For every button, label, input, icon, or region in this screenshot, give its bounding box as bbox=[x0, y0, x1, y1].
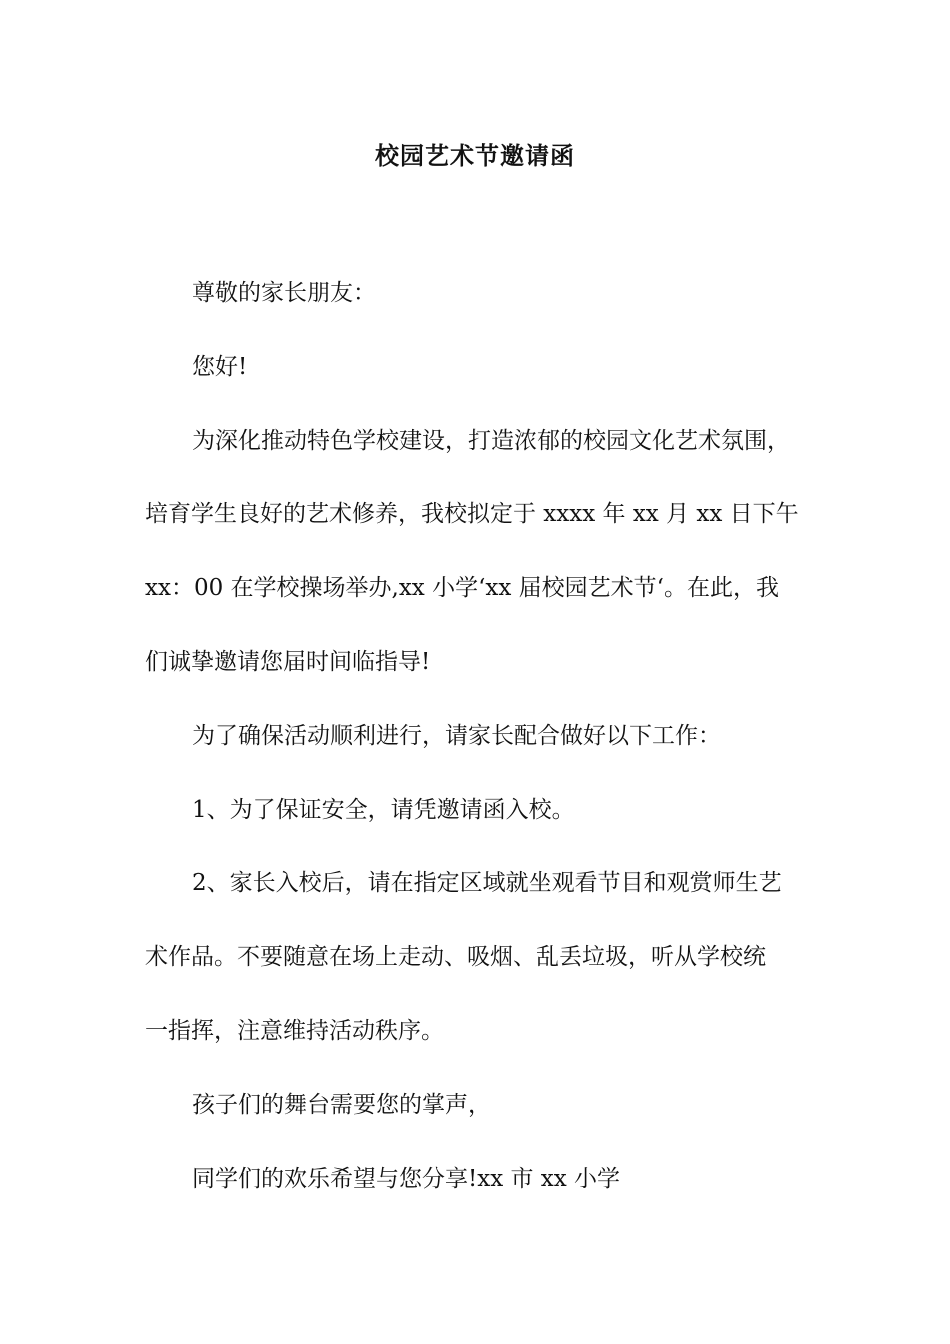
paragraph1-line1: 为深化推动特色学校建设，打造浓郁的校园文化艺术氛围， bbox=[192, 427, 790, 454]
paragraph1-line2: 培育学生良好的艺术修养，我校拟定于 xxxx 年 xx 月 xx 日下午 bbox=[145, 501, 799, 528]
document-body bbox=[145, 257, 825, 1216]
closing-line-1: 孩子们的舞台需要您的掌声， bbox=[192, 1091, 491, 1118]
list-item-2-line2: 术作品。不要随意在场上走动、吸烟、乱丢垃圾，听从学校统 bbox=[145, 944, 766, 971]
document-title: 校园艺术节邀请函 bbox=[375, 141, 575, 170]
list-item-1: 1、为了保证安全，请凭邀请函入校。 bbox=[192, 796, 575, 823]
list-item-2-line1: 2、家长入校后，请在指定区域就坐观看节目和观赏师生艺 bbox=[192, 870, 782, 897]
paragraph1-line4: 们诚挚邀请您届时间临指导! bbox=[145, 648, 431, 675]
salutation: 尊敬的家长朋友： bbox=[192, 280, 376, 306]
paragraph1-line3: xx：00 在学校操场举办,xx 小学‘xx 届校园艺术节‘。在此，我 bbox=[145, 575, 779, 602]
paragraph2: 为了确保活动顺利进行，请家长配合做好以下工作： bbox=[192, 722, 721, 749]
closing-line-2: 同学们的欢乐希望与您分享!xx 市 xx 小学 bbox=[192, 1165, 621, 1192]
list-item-2-line3: 一指挥，注意维持活动秩序。 bbox=[145, 1017, 444, 1044]
greeting: 您好! bbox=[192, 353, 248, 380]
